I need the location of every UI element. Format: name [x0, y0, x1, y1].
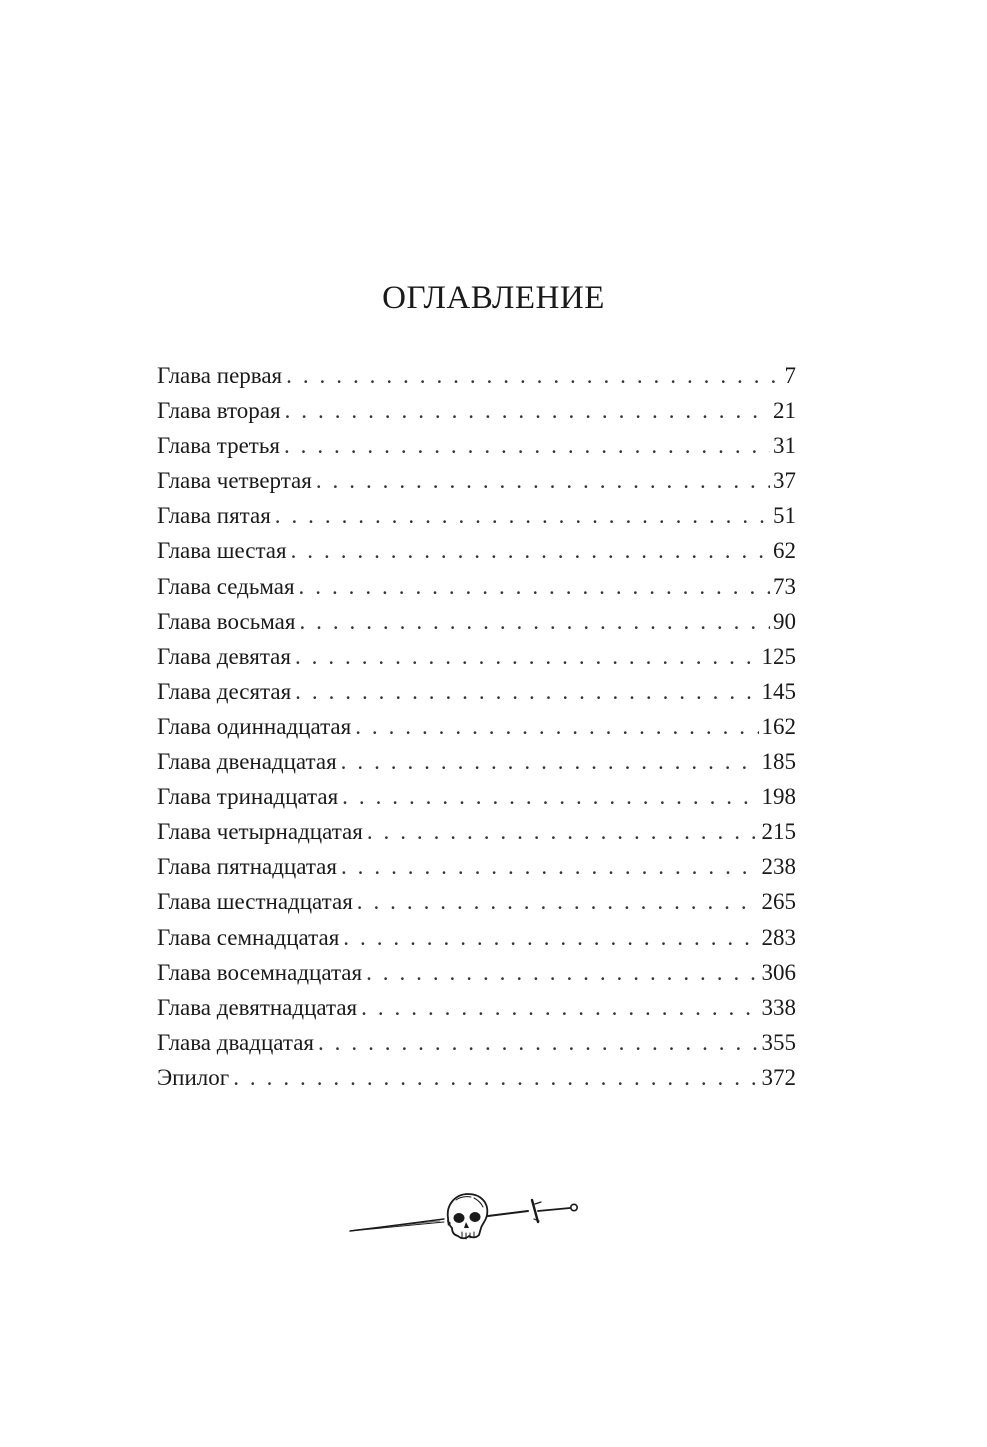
- dot-leader: [285, 393, 770, 428]
- toc-entry: [157, 744, 796, 779]
- toc-entry-page-number: 145: [761, 678, 796, 704]
- toc-entry-label: Глава одиннадцатая: [157, 713, 352, 739]
- table-of-contents: [157, 358, 796, 1095]
- toc-entry-page-number: 162: [761, 713, 796, 739]
- toc-entry-page-number: 62: [773, 538, 796, 564]
- toc-entry-page-number: 372: [761, 1064, 796, 1090]
- toc-entry-label: Глава седьмая: [157, 573, 295, 599]
- toc-entry: [157, 358, 796, 393]
- dot-leader: [357, 884, 759, 919]
- dot-leader: [299, 569, 770, 604]
- toc-entry-label: Глава третья: [157, 433, 280, 459]
- toc-entry: [157, 920, 796, 955]
- toc-entry-page-number: 355: [761, 1029, 796, 1055]
- dot-leader: [366, 955, 758, 990]
- toc-entry: [157, 955, 796, 990]
- toc-entry-page-number: 198: [761, 784, 796, 810]
- toc-entry-label: Глава десятая: [157, 678, 292, 704]
- toc-entry: [157, 674, 796, 709]
- toc-entry: [157, 1025, 796, 1060]
- toc-entry: [157, 884, 796, 919]
- toc-entry-page-number: 31: [773, 433, 796, 459]
- dot-leader: [342, 779, 758, 814]
- toc-entry: [157, 990, 796, 1025]
- toc-entry: [157, 533, 796, 568]
- dot-leader: [295, 674, 758, 709]
- toc-entry-label: Глава восемнадцатая: [157, 959, 363, 985]
- toc-entry-label: Глава семнадцатая: [157, 924, 340, 950]
- toc-entry: [157, 849, 796, 884]
- toc-entry-label: Глава четвертая: [157, 468, 312, 494]
- toc-entry-label: Глава четырнадцатая: [157, 819, 363, 845]
- dot-leader: [316, 463, 770, 498]
- toc-entry-label: Глава двенадцатая: [157, 749, 337, 775]
- dot-leader: [341, 744, 759, 779]
- toc-entry-label: Глава пятая: [157, 503, 271, 529]
- toc-entry-page-number: 73: [773, 573, 796, 599]
- dot-leader: [299, 604, 770, 639]
- toc-entry: [157, 498, 796, 533]
- toc-entry: [157, 709, 796, 744]
- toc-entry-label: Глава восьмая: [157, 608, 296, 634]
- toc-entry-label: Глава девятнадцатая: [157, 994, 358, 1020]
- dot-leader: [233, 1060, 758, 1095]
- toc-entry-page-number: 51: [773, 503, 796, 529]
- toc-entry: [157, 569, 796, 604]
- toc-entry-label: Глава тринадцатая: [157, 784, 339, 810]
- toc-entry-label: Глава вторая: [157, 398, 281, 424]
- dot-leader: [343, 920, 758, 955]
- toc-entry: [157, 393, 796, 428]
- toc-entry-page-number: 125: [761, 643, 796, 669]
- dot-leader: [284, 428, 770, 463]
- toc-entry-page-number: 21: [773, 398, 796, 424]
- toc-entry-label: Глава девятая: [157, 643, 291, 669]
- dot-leader: [295, 639, 759, 674]
- toc-entry-label: Эпилог: [157, 1064, 230, 1090]
- dot-leader: [361, 990, 758, 1025]
- toc-entry: [157, 779, 796, 814]
- toc-entry-page-number: 265: [761, 889, 796, 915]
- toc-entry-page-number: 90: [773, 608, 796, 634]
- dot-leader: [291, 533, 770, 568]
- page-title: ОГЛАВЛЕНИЕ: [382, 280, 605, 316]
- dot-leader: [286, 358, 781, 393]
- toc-entry-page-number: 7: [784, 363, 796, 388]
- dot-leader: [318, 1025, 759, 1060]
- dot-leader: [367, 814, 759, 849]
- toc-entry-label: Глава первая: [157, 363, 283, 388]
- dot-leader: [341, 849, 759, 884]
- dot-leader: [355, 709, 758, 744]
- toc-entry: [157, 814, 796, 849]
- toc-entry-page-number: 306: [761, 959, 796, 985]
- toc-entry-page-number: 37: [773, 468, 796, 494]
- skull-and-sword-icon: [348, 1188, 584, 1248]
- toc-entry-page-number: 283: [761, 924, 796, 950]
- toc-entry-label: Глава шестая: [157, 538, 287, 564]
- toc-entry-page-number: 338: [761, 994, 796, 1020]
- dot-leader: [275, 498, 770, 533]
- toc-entry-label: Глава двадцатая: [157, 1029, 314, 1055]
- toc-entry-label: Глава пятнадцатая: [157, 854, 337, 880]
- toc-entry-label: Глава шестнадцатая: [157, 889, 353, 915]
- toc-entry: [157, 428, 796, 463]
- toc-entry: [157, 639, 796, 674]
- toc-entry-page-number: 238: [761, 854, 796, 880]
- toc-entry: [157, 604, 796, 639]
- toc-entry: [157, 1060, 796, 1095]
- toc-entry: [157, 463, 796, 498]
- toc-entry-page-number: 185: [761, 749, 796, 775]
- toc-entry-page-number: 215: [761, 819, 796, 845]
